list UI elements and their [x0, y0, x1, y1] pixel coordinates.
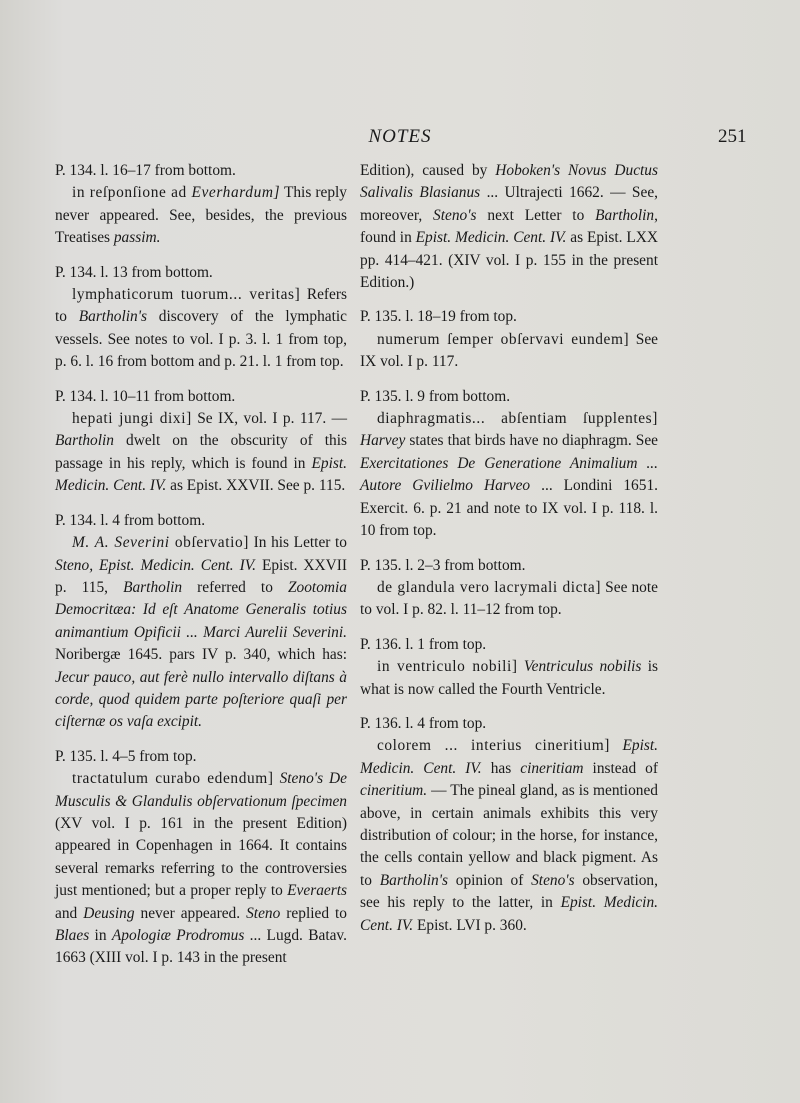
note-entry — [360, 160, 658, 294]
page-number: 251 — [718, 126, 747, 147]
note-text — [55, 768, 347, 970]
note-entry — [55, 262, 347, 374]
note-entry — [360, 386, 658, 543]
note-segment: next Letter to — [476, 206, 596, 224]
note-segment: ... Ultrajecti 1662. — See, moreover, — [360, 184, 659, 224]
lemma-text: diaphragmatis... abſentiam ſupplentes] — [376, 410, 658, 428]
note-segment: , found in — [360, 206, 658, 247]
note-segment: Zootomia Democritæa: Id eſt Anatome Generalis totius animantium Opificii ... Marci Aurelii Severini. — [55, 578, 347, 641]
note-segment: Noribergæ 1645. pars IV p. 340, which has: — [55, 646, 347, 664]
note-segment: — The pineal gland, as is mentioned above, in certain animals exhibits this very distribution of colour; in the horse, for instance, the cells contain yellow and black pigment. As to — [360, 782, 658, 889]
note-reference: P. 135. l. 4–5 from top. — [55, 747, 197, 765]
note-segment: Epist. XXVII p. 115, — [55, 556, 347, 596]
note-segment: Jecur pauco, aut ferè nullo intervallo diſtans à corde, quod quidem parte poſteriore quaſi per ciſternæ os vaſa excipit. — [55, 668, 347, 731]
note-text — [360, 656, 658, 701]
note-segment: states that birds have no diaphragm. See — [405, 432, 658, 450]
note-segment: Steno's — [531, 871, 575, 889]
note-text — [55, 408, 347, 498]
note-reference: P. 136. l. 4 from top. — [360, 714, 487, 732]
note-text — [360, 735, 658, 937]
note-segment: Harvey — [360, 432, 406, 450]
note-segment: replied to — [280, 904, 347, 922]
lemma-text: tractatulum curabo edendum] — [71, 770, 274, 788]
note-reference: P. 134. l. 4 from bottom. — [55, 511, 206, 529]
note-segment: Exercitationes De Generatione Animalium ... Autore Gvilielmo Harveo — [360, 454, 658, 495]
note-segment: instead of — [583, 759, 658, 777]
note-reference: P. 134. l. 13 from bottom. — [55, 263, 213, 281]
note-entry — [55, 746, 347, 970]
lemma-text: de glandula vero lacrymali dicta] — [376, 578, 602, 596]
note-entry — [360, 555, 658, 622]
lemma-text: Everhardum] — [191, 184, 281, 202]
note-segment: Se IX, vol. I p. 117. — — [191, 410, 347, 428]
note-segment: as Epist. LXX pp. 414–421. (XIV vol. I p. 155 in the present Edition.) — [360, 229, 658, 292]
note-entry — [360, 634, 658, 701]
note-segment: In his Letter to — [249, 534, 347, 552]
note-reference: P. 134. l. 10–11 from bottom. — [55, 387, 236, 405]
note-text — [55, 182, 347, 249]
running-header-title: NOTES — [368, 126, 432, 147]
note-segment: Bartholin's — [78, 308, 147, 326]
note-segment: cineritium. — [360, 782, 428, 800]
note-segment: Edition), caused by — [360, 162, 496, 179]
note-entry — [360, 306, 658, 373]
lemma-text: hepati jungi dixi] — [71, 410, 192, 428]
note-segment: Blaes — [55, 927, 90, 944]
notes-column-left — [55, 160, 347, 982]
note-segment: Deusing — [83, 904, 135, 922]
note-segment: Everaerts — [287, 882, 347, 900]
note-segment: Epist. Medicin. Cent. IV. — [360, 894, 658, 934]
note-text — [360, 329, 658, 374]
note-segment: and — [55, 904, 84, 922]
note-segment: has — [481, 759, 521, 777]
note-segment: Steno — [246, 904, 281, 922]
lemma-text: obſervatio] — [169, 534, 250, 552]
note-segment: observation, see his reply to the latter, in — [360, 871, 658, 912]
note-segment: Epist. LVI p. 360. — [413, 916, 527, 934]
lemma-text: colorem ... interius cineritium] — [376, 737, 611, 755]
note-segment: Bartholin — [595, 206, 655, 224]
note-entry — [55, 386, 347, 498]
note-segment: Hoboken's Novus Ductus Salivalis Blasianus — [360, 162, 658, 202]
note-segment: Bartholin — [123, 578, 183, 596]
note-reference: P. 134. l. 16–17 from bottom. — [55, 162, 236, 179]
note-segment: See note to vol. I p. 82. l. 11–12 from top. — [360, 578, 658, 619]
note-segment: cineritiam — [520, 759, 584, 777]
note-segment: Bartholin — [55, 432, 114, 450]
note-segment: Epist. Medicin. Cent. IV. — [360, 737, 658, 777]
note-segment: as Epist. XXVII. See p. 115. — [166, 477, 346, 495]
note-text — [55, 532, 347, 734]
note-entry — [360, 713, 658, 937]
note-segment: Ventriculus nobilis — [523, 658, 642, 676]
note-segment: Steno, Epist. Medicin. Cent. IV. — [55, 556, 256, 574]
note-entry — [55, 510, 347, 734]
note-segment: Steno's De Musculis & Glandulis obſervationum ſpecimen — [55, 770, 347, 810]
note-entry — [55, 160, 347, 250]
note-text — [360, 160, 658, 294]
lemma-text: M. A. Severini — [71, 534, 170, 552]
note-segment: Refers to — [55, 286, 347, 326]
lemma-text: in reſponſione ad — [71, 184, 192, 202]
note-segment: ... Lugd. Batav. 1663 (XIII vol. I p. 143 in the present — [55, 927, 347, 967]
note-segment: never appeared. — [134, 904, 247, 922]
note-segment: Steno's — [433, 206, 477, 224]
note-segment — [610, 737, 622, 754]
lemma-text: numerum ſemper obſervavi eundem] — [376, 330, 630, 348]
note-segment: (XV vol. I p. 161 in the present Edition) appeared in Copenhagen in 1664. It contains several remarks referring to the controversies just mentioned; but a proper reply to — [55, 814, 347, 900]
note-reference: P. 135. l. 18–19 from top. — [360, 308, 517, 326]
note-text — [360, 577, 658, 622]
note-segment: discovery of the lymphatic vessels. See notes to vol. I p. 3. l. 1 from top, p. 6. l. 16 from bottom and p. 21. l. 1 from top. — [55, 308, 347, 371]
note-reference: P. 135. l. 2–3 from bottom. — [360, 556, 526, 574]
note-segment: This reply never appeared. See, besides, the previous Treatises — [55, 184, 348, 247]
note-segment: Epist. Medicin. Cent. IV. — [415, 229, 567, 247]
note-segment: in — [89, 927, 112, 944]
note-segment: Apologiæ Prodromus — [111, 927, 245, 944]
note-segment: referred to — [182, 578, 288, 596]
note-segment: Bartholin's — [379, 871, 448, 889]
note-text — [360, 408, 658, 542]
note-segment: dwelt on the obscurity of this passage in his reply, which is found in — [55, 432, 347, 472]
note-reference: P. 136. l. 1 from top. — [360, 635, 487, 653]
lemma-text: in ventriculo nobili] — [376, 658, 518, 676]
note-segment: ... Londini 1651. Exercit. 6. p. 21 and note to IX vol. I p. 118. l. 10 from top. — [360, 477, 658, 540]
notes-column-right — [360, 160, 658, 949]
note-reference: P. 135. l. 9 from bottom. — [360, 387, 511, 405]
note-segment: Epist. Medicin. Cent. IV. — [55, 454, 347, 495]
note-segment: passim. — [113, 229, 161, 247]
note-text — [55, 284, 347, 374]
note-segment: opinion of — [448, 871, 532, 889]
note-segment: is what is now called the Fourth Ventricle. — [360, 658, 658, 698]
note-segment: See IX vol. I p. 117. — [360, 330, 658, 371]
lemma-text: lymphaticorum tuorum... veritas] — [71, 286, 301, 304]
